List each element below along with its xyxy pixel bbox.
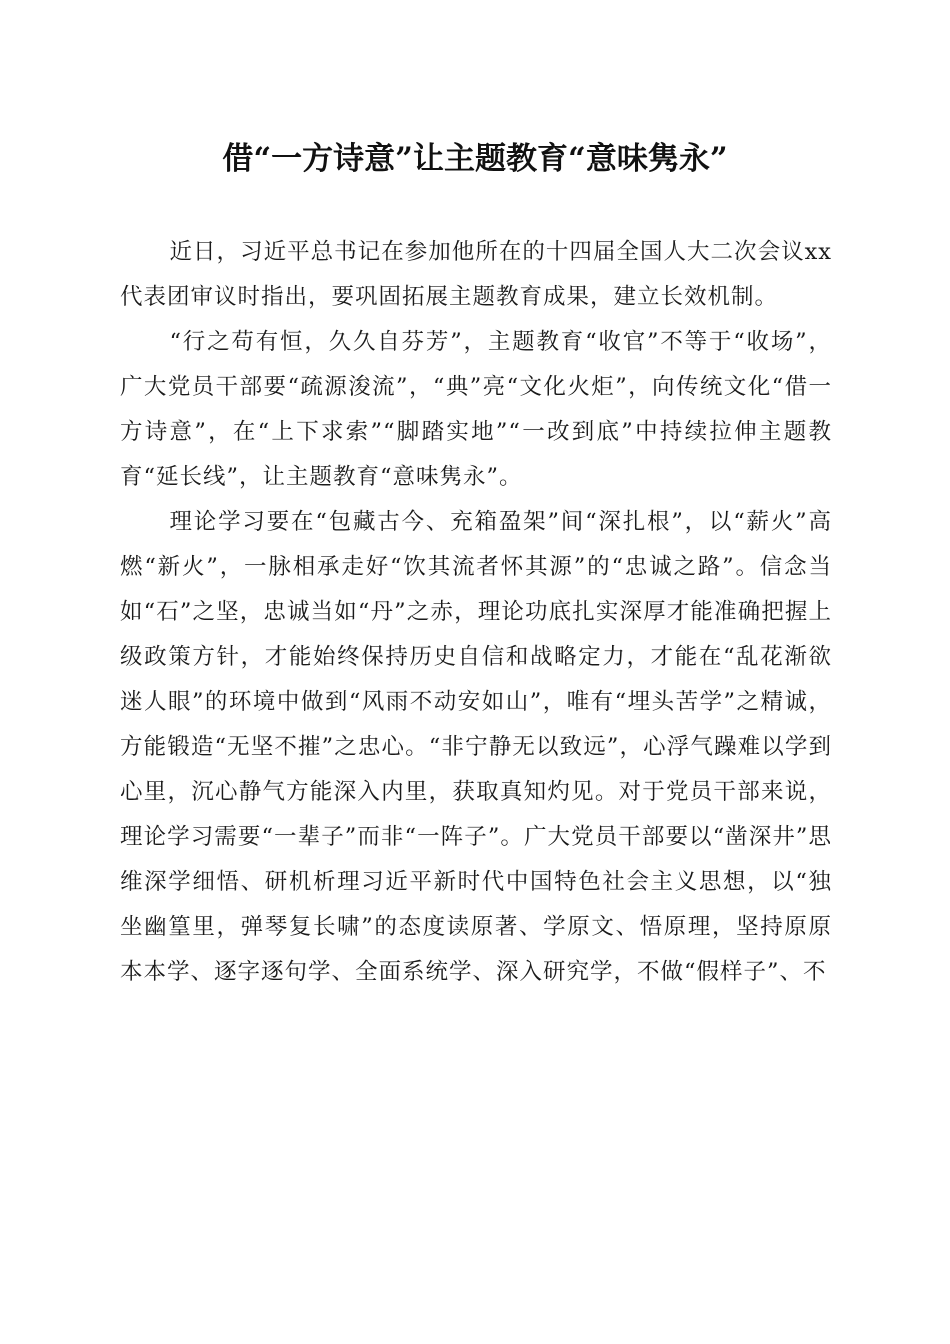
document-body (120, 230, 832, 995)
document-title: 借“一方诗意”让主题教育“意味隽永” (222, 141, 728, 177)
paragraph: 理论学习要在“包藏古今、充箱盈架”间“深扎根”，以“薪火”高燃“新火”，一脉相承走好“饮其流者怀其源”的“忠诚之路”。信念当如“石”之坚，忠诚当如“丹”之赤，理论功底扎实深厚才能准确把握上级政策方针，才能始终保持历史自信和战略定力，才能在“乱花渐欲迷人眼”的环境中做到“风雨不动安如山”，唯有“埋头苦学”之精诚，方能锻造“无坚不摧”之忠心。“非宁静无以致远”，心浮气躁难以学到心里，沉心静气方能深入内里，获取真知灼见。对于党员干部来说，理论学习需要“一辈子”而非“一阵子”。广大党员干部要以“凿深井”思维深学细悟、研机析理习近平新时代中国特色社会主义思想，以“独坐幽篁里，弹琴复长啸”的态度读原著、学原文、悟原理，坚持原原本本学、逐字逐句学、全面系统学、深入研究学，不做“假样子”、不 (120, 509, 832, 985)
paragraph: 近日，习近平总书记在参加他所在的十四届全国人大二次会议xx代表团审议时指出，要巩固拓展主题教育成果，建立长效机制。 (120, 239, 832, 310)
paragraph: “行之苟有恒，久久自芬芳”，主题教育“收官”不等于“收场”，广大党员干部要“疏源浚流”，“典”亮“文化火炬”，向传统文化“借一方诗意”，在“上下求索”“脚踏实地”“一改到底”中持续拉伸主题教育“延长线”，让主题教育“意味隽永”。 (120, 329, 832, 490)
